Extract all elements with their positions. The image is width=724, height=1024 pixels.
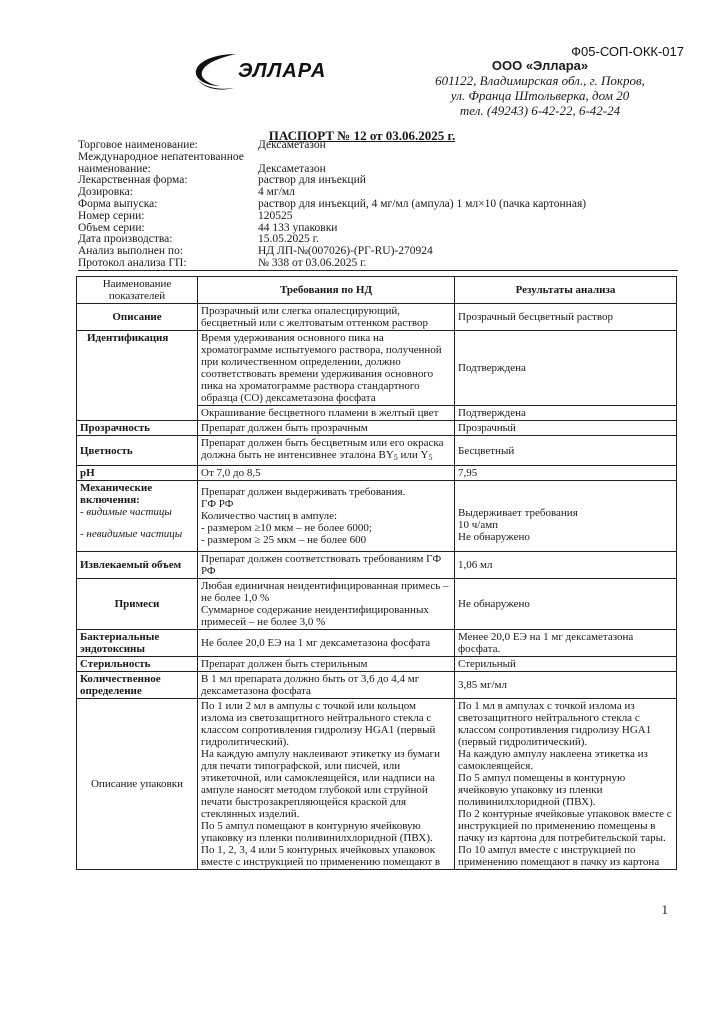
table-row (77, 304, 677, 331)
header-parameter: Наименование показателей (77, 277, 198, 304)
address-line-2: ул. Франца Штольверка, дом 20 (450, 88, 630, 103)
res-packaging-p1: По 1 мл в ампулах с точкой излома из светозащитного нейтрального стекла с классом сопротивления гидролизу HGA1 (первый гидролитический). (458, 700, 652, 748)
info-label: Форма выпуска: (78, 197, 158, 210)
res-impurities: Не обнаружено (455, 579, 677, 630)
res-ph: 7,95 (455, 466, 677, 481)
res-identification-2: Подтверждена (455, 406, 677, 421)
param-impurities: Примеси (77, 579, 198, 630)
param-quantitative: Количественное определение (77, 672, 198, 699)
info-value: Дексаметазон (258, 162, 326, 175)
company-logo (190, 48, 325, 94)
info-value: раствор для инъекций, 4 мг/мл (ампула) 1 мл×10 (пачка картонная) (258, 197, 587, 210)
req-color (198, 436, 455, 466)
param-color: Цветность (77, 436, 198, 466)
req-mechanical (198, 481, 455, 552)
req-impurities-line-2: Суммарное содержание неидентифицированных примесей – не более 3,0 % (201, 604, 429, 628)
param-ph: pH (77, 466, 198, 481)
table-row (77, 699, 677, 870)
req-packaging-p3: По 5 ампул помещают в контурную ячейковую упаковку из пленки поливинилхлоридной (ПВХ). (201, 820, 433, 844)
req-identification-1: Время удерживания основного пика на хроматограмме испытуемого раствора, полученной при количественном определении, должно соответствовать времени удерживания основного пика на хроматограмме раствора стандартного образца (СО) дексаметазона фосфата (198, 331, 455, 406)
param-visible-particles: - видимые частицы (80, 506, 172, 518)
info-label: Дата производства: (78, 233, 173, 246)
logo-text: ЭЛЛАРА (238, 60, 327, 82)
table-row (77, 657, 677, 672)
req-sterility: Препарат должен быть стерильным (198, 657, 455, 672)
param-transparency: Прозрачность (77, 421, 198, 436)
req-color-sub-1: 5 (393, 453, 398, 462)
company-name: ООО «Эллара» (491, 58, 589, 73)
res-description: Прозрачный бесцветный раствор (455, 304, 677, 331)
req-packaging-p2: На каждую ампулу наклеивают этикетку из бумаги для печати типографской, или писчей, или этикеточной, или самоклеящейся, или надписи на ампуле наносят методом глубокой или струйной печати быстрозакрепляющейся краской для стеклянных изделий. (201, 748, 441, 820)
req-color-mid: или Y (397, 449, 429, 461)
info-value: 120525 (258, 209, 293, 222)
table-row (77, 481, 677, 552)
table-row (77, 579, 677, 630)
document-code: Ф05-СОП-ОКК-017 (571, 44, 684, 59)
req-ph: От 7,0 до 8,5 (198, 466, 455, 481)
info-value: 44 133 упаковки (258, 221, 338, 234)
res-packaging-p2: На каждую ампулу наклеена этикетка из самоклеящейся. (458, 748, 648, 772)
res-packaging-p3: По 5 ампул помещены в контурную ячейковую упаковку из пленки поливинилхлоридной (ПВХ). (458, 772, 626, 808)
info-value (258, 152, 678, 164)
info-value: 15.05.2025 г. (258, 233, 319, 246)
table-row (77, 331, 677, 406)
info-label: Протокол анализа ГП: (78, 256, 187, 269)
info-row (78, 258, 678, 271)
res-extractable-volume: 1,06 мл (455, 552, 677, 579)
req-mechanical-line-2: ГФ РФ (201, 498, 234, 510)
req-mechanical-line-3: Количество частиц в ампуле: (201, 510, 338, 522)
table-row (77, 421, 677, 436)
company-block (400, 58, 680, 118)
req-endotoxins: Не более 20,0 ЕЭ на 1 мг дексаметазона фосфата (198, 630, 455, 657)
info-value: НД ЛП-№(007026)-(РГ-RU)-270924 (258, 245, 433, 258)
req-color-sub-2: 5 (428, 453, 433, 462)
param-endotoxins: Бактериальные эндотоксины (77, 630, 198, 657)
info-label: Анализ выполнен по: (78, 245, 184, 258)
info-value: 4 мг/мл (258, 186, 295, 199)
res-packaging-p5: По 10 ампул вместе с инструкцией по применению помещают в пачку из картона (458, 844, 660, 868)
req-extractable-volume: Препарат должен соответствовать требованиям ГФ РФ (198, 552, 455, 579)
req-impurities-line-1: Любая единичная неидентифицированная примесь – не более 1,0 % (201, 580, 449, 604)
res-transparency: Прозрачный (455, 421, 677, 436)
req-packaging-p4: По 1, 2, 3, 4 или 5 контурных ячейковых упаковок вместе с инструкцией по применению помещают в (201, 844, 441, 868)
req-packaging (198, 699, 455, 870)
info-label: Торговое наименование: (78, 139, 198, 151)
req-quantitative: В 1 мл препарата должно быть от 3,6 до 4,4 мг дексаметазона фосфата (198, 672, 455, 699)
res-mechanical (455, 481, 677, 552)
req-transparency: Препарат должен быть прозрачным (198, 421, 455, 436)
req-description: Прозрачный или слегка опалесцирующий, бесцветный или с желтоватым оттенком раствор (198, 304, 455, 331)
table-row (77, 552, 677, 579)
info-label: наименование: (78, 162, 151, 175)
res-identification-1: Подтверждена (455, 331, 677, 406)
res-sterility: Стерильный (455, 657, 677, 672)
req-packaging-p1: По 1 или 2 мл в ампулы с точкой или кольцом излома из светозащитного нейтрального стекла с классом сопротивления гидролизу HGA1 (первый гидролитический). (201, 700, 436, 748)
req-mechanical-line-5: - размером ≥ 25 мкм – не более 600 (201, 534, 367, 546)
header-results: Результаты анализа (455, 277, 677, 304)
param-mechanical-line-2: включения: (80, 494, 140, 506)
analysis-table (76, 276, 677, 870)
res-quantitative: 3,85 мг/мл (455, 672, 677, 699)
res-color: Бесцветный (455, 436, 677, 466)
res-endotoxins: Менее 20,0 ЕЭ на 1 мг дексаметазона фосфата. (455, 630, 677, 657)
page-title: ПАСПОРТ № 12 от 03.06.2025 г. (268, 128, 456, 143)
res-mechanical-line-1: Выдерживает требования (458, 506, 578, 519)
page-number: 1 (661, 902, 668, 917)
header-requirements: Требования по НД (198, 277, 455, 304)
info-label: Дозировка: (78, 186, 133, 199)
req-impurities (198, 579, 455, 630)
param-extractable-volume: Извлекаемый объем (77, 552, 198, 579)
req-mechanical-line-1: Препарат должен выдерживать требования. (201, 486, 406, 498)
address-line-1: 601122, Владимирская обл., г. Покров, (435, 73, 645, 88)
info-label: Номер серии: (78, 209, 145, 222)
req-identification-2: Окрашивание бесцветного пламени в желтый цвет (198, 406, 455, 421)
info-label: Объем серии: (78, 221, 145, 234)
company-phone: тел. (49243) 6-42-22, 6-42-24 (459, 103, 621, 118)
info-label: Лекарственная форма: (78, 174, 188, 187)
param-sterility: Стерильность (77, 657, 198, 672)
res-packaging-p4: По 2 контурные ячейковые упаковок вместе с инструкцией по применению помещены в пачку из картона для потребительской тары. (458, 808, 672, 844)
info-value: Дексаметазон (258, 139, 326, 151)
param-identification: Идентификация (77, 331, 198, 421)
info-row (78, 152, 678, 164)
table-row (77, 466, 677, 481)
table-header-row (77, 277, 677, 304)
info-label: Международное непатентованное (78, 150, 244, 163)
info-row (78, 199, 678, 211)
table-row (77, 630, 677, 657)
req-mechanical-line-4: - размером ≥10 мкм – не более 6000; (201, 522, 372, 534)
info-value: раствор для инъекций (258, 174, 366, 187)
table-row (77, 672, 677, 699)
param-packaging: Описание упаковки (77, 699, 198, 870)
req-color-text: Препарат должен быть бесцветным или его окраска должна быть не интенсивнее эталона BY (201, 437, 444, 461)
info-row (78, 175, 678, 187)
res-mechanical-line-3: Не обнаружено (458, 530, 530, 543)
param-description: Описание (77, 304, 198, 331)
res-mechanical-line-2: 10 ч/амп (458, 518, 499, 531)
param-mechanical-line-1: Механические (80, 482, 153, 494)
product-info (78, 140, 678, 271)
param-invisible-particles: - невидимые частицы (80, 528, 183, 540)
info-value: № 338 от 03.06.2025 г. (258, 256, 367, 269)
res-packaging (455, 699, 677, 870)
param-mechanical (77, 481, 198, 552)
table-row (77, 436, 677, 466)
info-row (78, 211, 678, 223)
